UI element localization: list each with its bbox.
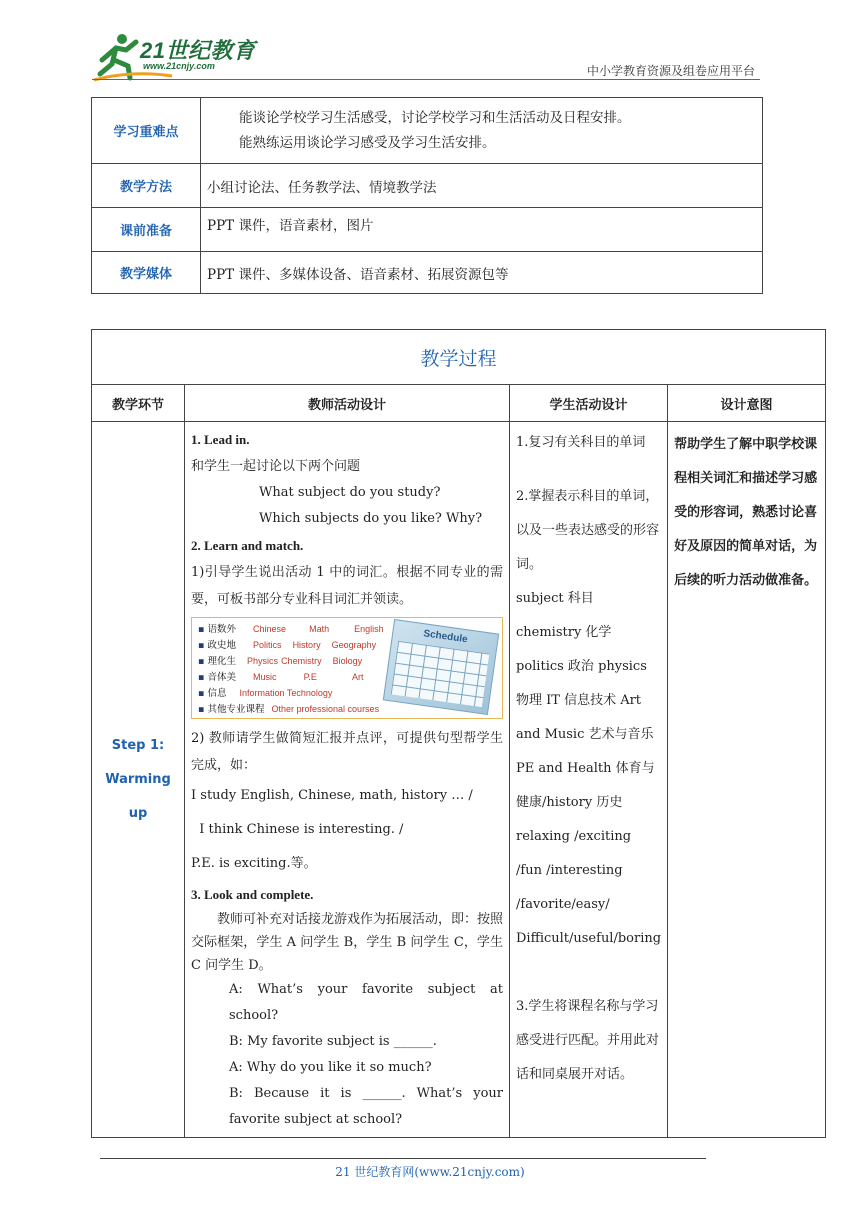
info-label: 课前准备	[92, 208, 201, 252]
subject-row: ▪ 政史地 Politics History Geography	[198, 640, 377, 651]
schedule-grid	[391, 641, 490, 707]
student-item: 1.复习有关科目的单词	[516, 435, 646, 450]
example-line: P.E. is exciting.等。	[191, 856, 317, 871]
dialogue-line: A: Why do you like it so much?	[229, 1060, 432, 1075]
question: Which subjects do you like? Why?	[259, 511, 483, 526]
example-line: I think Chinese is interesting. /	[191, 822, 404, 837]
logo-text: 21世纪教育	[140, 38, 256, 63]
info-row	[92, 252, 763, 294]
col-header-intent: 设计意图	[668, 385, 826, 422]
info-value	[201, 98, 763, 164]
step-row	[92, 422, 826, 1138]
page-header	[0, 0, 860, 86]
header-platform-text: 中小学教育资源及组卷应用平台	[586, 64, 755, 78]
logo-url: www.21cnjy.com	[143, 61, 215, 71]
step-label-line: Step 1:	[111, 737, 165, 753]
schedule-picture	[383, 619, 499, 715]
paragraph: 和学生一起讨论以下两个问题	[191, 459, 361, 474]
student-item: subject 科目 chemistry 化学 politics 政治 physics 物理 IT 信息技术 Art and Music 艺术与音乐 PE and Health 体育与健康/history 历史	[516, 591, 655, 810]
question: What subject do you study?	[259, 485, 441, 500]
subject-row: ▪ 其他专业课程 Other professional courses	[198, 704, 380, 715]
column-header-row	[92, 385, 826, 422]
col-header-student: 学生活动设计	[510, 385, 668, 422]
info-table	[91, 97, 763, 294]
section-heading: 2. Learn and match.	[191, 538, 304, 553]
info-row	[92, 208, 763, 252]
paragraph: 1)引导学生说出活动 1 中的词汇。根据不同专业的需要，可板书部分专业科目词汇并领读。	[191, 565, 503, 607]
footer-divider	[100, 1158, 706, 1159]
section-heading: 1. Lead in.	[191, 432, 250, 447]
process-table	[91, 329, 826, 1138]
section-heading: 3. Look and complete.	[191, 887, 314, 902]
info-label: 教学方法	[92, 164, 201, 208]
dialogue-line: B: Because it is ______. What’s your favorite subject at school?	[229, 1086, 503, 1127]
info-line: 能熟练运用谈论学习感受及学习生活安排。	[239, 134, 496, 151]
student-item: relaxing /exciting /fun /interesting /favorite/easy/ Difficult/useful/boring	[516, 829, 662, 946]
paragraph: 2) 教师请学生做简短汇报并点评，可提供句型帮学生完成，如：	[191, 731, 503, 773]
dialogue-line: A: What’s your favorite subject at school?	[229, 982, 503, 1023]
subject-row: ▪ 语数外 Chinese Math English	[198, 624, 384, 635]
info-value: 小组讨论法、任务教学法、情境教学法	[201, 164, 763, 208]
footer-text: 21 世纪教育网(www.21cnjy.com)	[335, 1165, 525, 1179]
step-label-line: up	[128, 805, 148, 821]
example-line: I study English, Chinese, math, history … /	[191, 788, 473, 803]
info-value: PPT 课件，语音素材，图片	[201, 208, 763, 252]
intent-text: 帮助学生了解中职学校课程相关词汇和描述学习感受的形容词，熟悉讨论喜好及原因的简单对话，为后续的听力活动做准备。	[674, 437, 818, 588]
student-activity	[510, 422, 668, 1138]
student-item: 3.学生将课程名称与学习感受进行匹配。并用此对话和同桌展开对话。	[516, 999, 660, 1082]
subject-row: ▪ 理化生 Physics Chemistry Biology	[198, 656, 363, 667]
process-title: 教学过程	[92, 330, 826, 385]
info-label: 教学媒体	[92, 252, 201, 294]
design-intent	[668, 422, 826, 1138]
subject-row: ▪ 音体美 Music P.E Art	[198, 672, 364, 683]
header-divider	[92, 79, 760, 80]
info-row	[92, 164, 763, 208]
subject-row: ▪ 信息 Information Technology	[198, 688, 333, 699]
student-item: 2.掌握表示科目的单词，以及一些表达感受的形容词。	[516, 489, 660, 572]
info-row	[92, 98, 763, 164]
dialogue-line: B: My favorite subject is ______.	[229, 1034, 437, 1049]
info-line: 能谈论学校学习生活感受，讨论学校学习和生活活动及日程安排。	[239, 109, 631, 126]
subjects-image	[191, 617, 503, 719]
info-value: PPT 课件、多媒体设备、语音素材、拓展资源包等	[201, 252, 763, 294]
step-label	[92, 422, 185, 1138]
col-header-teacher: 教师活动设计	[185, 385, 510, 422]
paragraph: 教师可补充对话接龙游戏作为拓展活动，即：按照交际框架，学生 A 问学生 B，学生 B 问学生 C，学生 C 问学生 D。	[191, 912, 504, 973]
col-header-step: 教学环节	[92, 385, 185, 422]
schedule-label: Schedule	[422, 628, 469, 646]
teacher-activity	[185, 422, 510, 1138]
info-label: 学习重难点	[92, 98, 201, 164]
step-label-line: Warming	[105, 771, 171, 787]
